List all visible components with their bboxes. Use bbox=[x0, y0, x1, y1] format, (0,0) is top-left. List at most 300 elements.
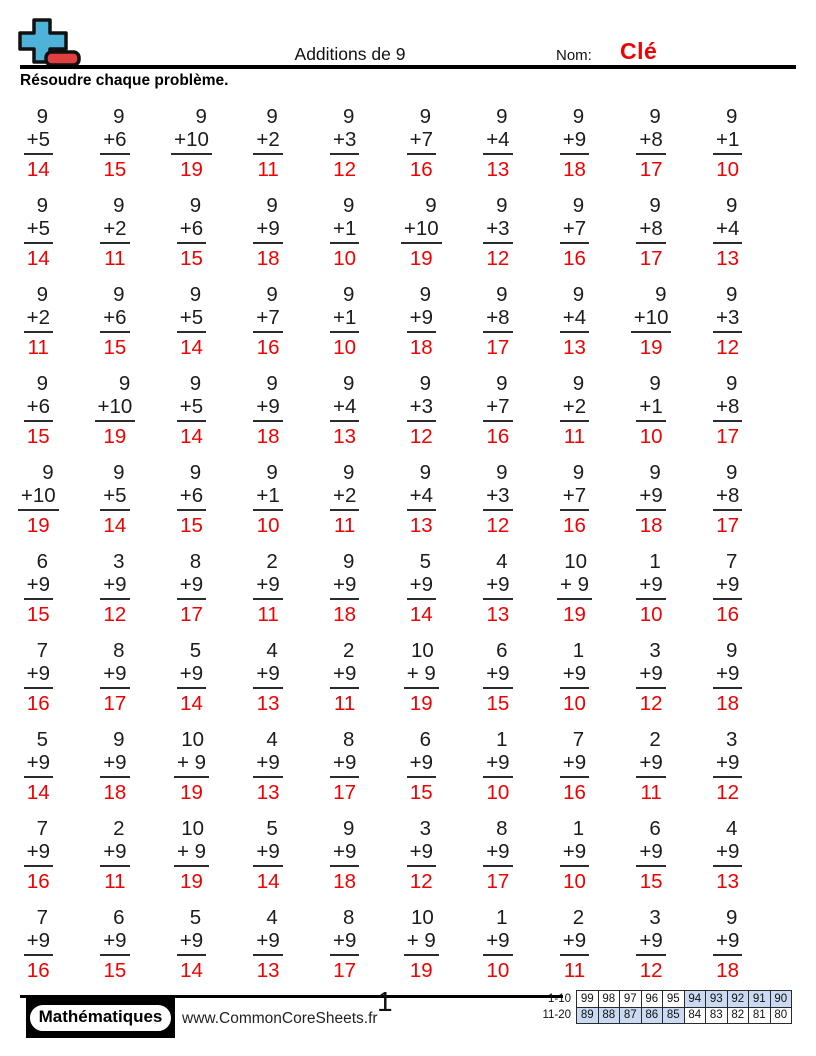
score-cell: 90 bbox=[770, 991, 792, 1008]
problem-addend: +9 bbox=[330, 751, 359, 778]
problem-addend: +6 bbox=[24, 395, 53, 422]
problem-addend: +9 bbox=[636, 573, 665, 600]
problems-grid bbox=[0, 100, 766, 990]
problem-addend: + 9 bbox=[404, 929, 439, 956]
problem-8-5 bbox=[330, 728, 359, 804]
problem-5-6 bbox=[407, 461, 436, 537]
problem-addend: +1 bbox=[253, 484, 282, 511]
problem-10-2 bbox=[100, 906, 129, 982]
problem-top-number: 10 bbox=[564, 550, 588, 573]
problem-answer: 15 bbox=[103, 158, 127, 181]
problem-4-3 bbox=[177, 372, 206, 448]
problem-top-number: 7 bbox=[725, 550, 738, 573]
problem-top-number: 9 bbox=[572, 461, 585, 484]
problem-7-6 bbox=[404, 639, 439, 715]
problem-addend: +7 bbox=[407, 128, 436, 155]
problem-answer: 14 bbox=[180, 336, 203, 359]
problem-2-9 bbox=[636, 194, 665, 270]
problem-answer: 19 bbox=[26, 514, 50, 537]
score-row-label: 11-20 bbox=[542, 1009, 571, 1022]
problem-10-3 bbox=[177, 906, 206, 982]
problem-addend: +9 bbox=[330, 840, 359, 867]
problem-answer: 16 bbox=[563, 247, 586, 270]
problem-answer: 16 bbox=[26, 692, 50, 715]
problem-top-number: 5 bbox=[266, 817, 278, 840]
problem-answer: 17 bbox=[486, 336, 510, 359]
problem-answer: 10 bbox=[639, 603, 663, 626]
problem-10-1 bbox=[24, 906, 53, 982]
score-table bbox=[542, 990, 792, 1024]
problem-answer: 13 bbox=[409, 514, 433, 537]
problem-answer: 12 bbox=[716, 336, 740, 359]
problem-addend: +9 bbox=[100, 662, 129, 689]
problem-answer: 12 bbox=[409, 870, 433, 893]
problem-answer: 18 bbox=[103, 781, 127, 804]
problem-addend: +2 bbox=[100, 217, 129, 244]
problem-addend: +6 bbox=[177, 484, 206, 511]
problem-addend: +9 bbox=[100, 751, 129, 778]
problem-addend: +10 bbox=[631, 306, 672, 333]
problem-addend: + 9 bbox=[557, 573, 592, 600]
problem-addend: +8 bbox=[713, 484, 742, 511]
problem-1-10 bbox=[713, 105, 742, 181]
problem-answer: 13 bbox=[716, 247, 740, 270]
problem-answer: 11 bbox=[563, 425, 586, 448]
problem-top-number: 9 bbox=[496, 105, 508, 128]
problem-addend: +3 bbox=[483, 484, 512, 511]
problem-answer: 19 bbox=[180, 781, 203, 804]
problem-2-10 bbox=[713, 194, 742, 270]
problem-answer: 11 bbox=[257, 603, 279, 626]
problem-addend: +9 bbox=[560, 929, 589, 956]
problem-3-1 bbox=[24, 283, 53, 359]
problem-answer: 17 bbox=[716, 425, 740, 448]
problem-10-10 bbox=[713, 906, 742, 982]
problem-top-number: 3 bbox=[113, 550, 125, 573]
problem-top-number: 6 bbox=[419, 728, 431, 751]
problem-answer: 11 bbox=[27, 336, 49, 359]
problem-answer: 19 bbox=[563, 603, 586, 626]
problem-answer: 10 bbox=[333, 336, 357, 359]
problem-answer: 14 bbox=[26, 781, 50, 804]
problem-answer: 14 bbox=[103, 514, 127, 537]
problem-addend: +9 bbox=[100, 573, 129, 600]
problem-top-number: 6 bbox=[36, 550, 48, 573]
problem-top-number: 8 bbox=[189, 550, 202, 573]
problem-addend: +1 bbox=[330, 217, 359, 244]
problem-top-number: 9 bbox=[496, 372, 508, 395]
instruction-text: Résoudre chaque problème. bbox=[20, 72, 229, 89]
score-cell: 80 bbox=[770, 1007, 792, 1024]
problem-answer: 19 bbox=[409, 247, 433, 270]
problem-addend: +6 bbox=[100, 306, 129, 333]
problem-top-number: 5 bbox=[36, 728, 48, 751]
problem-addend: +8 bbox=[483, 306, 512, 333]
problem-top-number: 9 bbox=[42, 461, 54, 484]
page-title: Additions de 9 bbox=[294, 44, 406, 64]
problem-1-6 bbox=[407, 105, 436, 181]
problem-top-number: 4 bbox=[266, 639, 278, 662]
problem-top-number: 7 bbox=[36, 639, 48, 662]
problem-addend: +8 bbox=[636, 217, 665, 244]
problem-top-number: 6 bbox=[649, 817, 661, 840]
problem-5-7 bbox=[483, 461, 512, 537]
problem-addend: +9 bbox=[713, 751, 742, 778]
problem-top-number: 4 bbox=[266, 728, 278, 751]
problem-answer: 12 bbox=[409, 425, 433, 448]
problem-8-3 bbox=[174, 728, 209, 804]
score-cell: 82 bbox=[727, 1007, 749, 1024]
problem-answer: 10 bbox=[486, 959, 510, 982]
problem-7-4 bbox=[253, 639, 282, 715]
score-cell: 84 bbox=[684, 1007, 706, 1024]
problem-answer: 18 bbox=[333, 870, 357, 893]
problem-10-8 bbox=[560, 906, 589, 982]
problem-top-number: 4 bbox=[725, 817, 738, 840]
problem-answer: 14 bbox=[26, 247, 50, 270]
score-cell: 91 bbox=[749, 991, 771, 1008]
problem-1-5 bbox=[330, 105, 359, 181]
problem-7-9 bbox=[636, 639, 665, 715]
problem-top-number: 3 bbox=[649, 639, 661, 662]
problem-top-number: 9 bbox=[572, 372, 585, 395]
problem-5-8 bbox=[560, 461, 589, 537]
problem-top-number: 9 bbox=[266, 461, 278, 484]
problem-answer: 16 bbox=[409, 158, 433, 181]
score-cell: 83 bbox=[706, 1007, 728, 1024]
score-row bbox=[542, 991, 791, 1008]
problem-answer: 17 bbox=[486, 870, 510, 893]
problem-9-6 bbox=[407, 817, 436, 893]
problem-top-number: 4 bbox=[266, 906, 278, 929]
problem-addend: +9 bbox=[636, 751, 665, 778]
problem-top-number: 9 bbox=[419, 283, 431, 306]
problem-9-1 bbox=[24, 817, 53, 893]
problem-8-2 bbox=[100, 728, 129, 804]
problem-top-number: 9 bbox=[655, 283, 667, 306]
problem-addend: + 9 bbox=[174, 840, 209, 867]
problem-top-number: 1 bbox=[496, 906, 508, 929]
problem-top-number: 9 bbox=[189, 372, 202, 395]
problem-top-number: 8 bbox=[113, 639, 125, 662]
problem-answer: 18 bbox=[716, 959, 740, 982]
problem-addend: +6 bbox=[177, 217, 206, 244]
problem-6-9 bbox=[636, 550, 665, 626]
problem-answer: 11 bbox=[334, 514, 356, 537]
problem-9-5 bbox=[330, 817, 359, 893]
problem-3-3 bbox=[177, 283, 206, 359]
problem-addend: +9 bbox=[560, 662, 589, 689]
score-cell: 85 bbox=[663, 1007, 685, 1024]
problem-answer: 16 bbox=[716, 603, 740, 626]
problem-top-number: 6 bbox=[496, 639, 508, 662]
problem-addend: +3 bbox=[483, 217, 512, 244]
problem-top-number: 9 bbox=[725, 283, 738, 306]
problem-2-8 bbox=[560, 194, 589, 270]
problem-top-number: 9 bbox=[725, 461, 738, 484]
score-row bbox=[542, 1007, 791, 1024]
score-cell: 96 bbox=[641, 991, 663, 1008]
problem-top-number: 9 bbox=[342, 461, 355, 484]
problem-4-7 bbox=[483, 372, 512, 448]
problem-addend: +9 bbox=[253, 929, 282, 956]
problem-addend: +9 bbox=[253, 573, 282, 600]
problem-answer: 12 bbox=[333, 158, 357, 181]
problem-answer: 16 bbox=[26, 959, 50, 982]
problem-answer: 17 bbox=[333, 959, 357, 982]
problem-addend: +9 bbox=[636, 840, 665, 867]
problem-1-7 bbox=[483, 105, 512, 181]
problem-answer: 19 bbox=[409, 692, 433, 715]
problem-answer: 14 bbox=[180, 425, 203, 448]
problem-answer: 17 bbox=[639, 247, 663, 270]
problem-addend: +4 bbox=[713, 217, 742, 244]
problem-answer: 17 bbox=[180, 603, 203, 626]
problem-10-9 bbox=[636, 906, 665, 982]
score-cell: 94 bbox=[684, 991, 706, 1008]
brand-badge: Mathématiques bbox=[27, 1002, 175, 1034]
problem-answer: 10 bbox=[486, 781, 510, 804]
problem-addend: +4 bbox=[407, 484, 436, 511]
problem-4-10 bbox=[713, 372, 742, 448]
problem-top-number: 9 bbox=[725, 194, 738, 217]
problem-7-5 bbox=[330, 639, 359, 715]
problem-top-number: 2 bbox=[113, 817, 125, 840]
problem-addend: +2 bbox=[560, 395, 589, 422]
score-cell: 87 bbox=[620, 1007, 642, 1024]
problem-top-number: 7 bbox=[36, 906, 48, 929]
problem-4-6 bbox=[407, 372, 436, 448]
problem-addend: +9 bbox=[560, 840, 589, 867]
problem-answer: 15 bbox=[180, 514, 203, 537]
problem-top-number: 9 bbox=[342, 283, 355, 306]
problem-answer: 13 bbox=[716, 870, 740, 893]
problem-addend: +9 bbox=[24, 840, 53, 867]
problem-7-7 bbox=[483, 639, 512, 715]
problem-top-number: 9 bbox=[266, 194, 278, 217]
problem-addend: +9 bbox=[560, 128, 589, 155]
problem-answer: 18 bbox=[716, 692, 740, 715]
problem-answer: 13 bbox=[256, 781, 280, 804]
problem-addend: +9 bbox=[713, 662, 742, 689]
problem-10-4 bbox=[253, 906, 282, 982]
problem-9-3 bbox=[174, 817, 209, 893]
problem-answer: 14 bbox=[256, 870, 280, 893]
problem-addend: +9 bbox=[330, 573, 359, 600]
problem-addend: +9 bbox=[253, 662, 282, 689]
problem-top-number: 1 bbox=[572, 639, 585, 662]
problem-3-9 bbox=[631, 283, 672, 359]
problem-addend: +9 bbox=[483, 840, 512, 867]
problem-1-3 bbox=[171, 105, 212, 181]
problem-addend: + 9 bbox=[174, 751, 209, 778]
problem-top-number: 1 bbox=[572, 817, 585, 840]
problem-top-number: 9 bbox=[113, 728, 125, 751]
problem-addend: +7 bbox=[560, 217, 589, 244]
problem-answer: 15 bbox=[103, 336, 127, 359]
problem-addend: +9 bbox=[177, 929, 206, 956]
score-cell: 95 bbox=[663, 991, 685, 1008]
score-table-body bbox=[542, 991, 791, 1024]
problem-2-4 bbox=[253, 194, 282, 270]
problem-top-number: 10 bbox=[181, 817, 205, 840]
problem-top-number: 9 bbox=[649, 461, 661, 484]
problem-answer: 15 bbox=[639, 870, 663, 893]
problem-1-8 bbox=[560, 105, 589, 181]
problem-top-number: 9 bbox=[195, 105, 207, 128]
problem-7-1 bbox=[24, 639, 53, 715]
problem-top-number: 9 bbox=[425, 194, 437, 217]
problem-addend: +9 bbox=[636, 929, 665, 956]
problem-answer: 13 bbox=[256, 692, 280, 715]
problem-addend: +7 bbox=[560, 484, 589, 511]
problem-top-number: 9 bbox=[266, 372, 278, 395]
problem-addend: +9 bbox=[713, 840, 742, 867]
problem-top-number: 9 bbox=[725, 105, 738, 128]
problem-answer: 12 bbox=[103, 603, 127, 626]
problem-addend: +9 bbox=[483, 751, 512, 778]
problem-top-number: 2 bbox=[342, 639, 355, 662]
problem-top-number: 6 bbox=[113, 906, 125, 929]
problem-top-number: 5 bbox=[419, 550, 431, 573]
brand-box bbox=[26, 997, 175, 1038]
problem-8-6 bbox=[407, 728, 436, 804]
problem-top-number: 9 bbox=[419, 372, 431, 395]
problem-answer: 18 bbox=[563, 158, 586, 181]
score-cell: 92 bbox=[727, 991, 749, 1008]
problem-addend: +9 bbox=[24, 662, 53, 689]
problem-answer: 18 bbox=[639, 514, 663, 537]
problem-answer: 10 bbox=[716, 158, 740, 181]
problem-9-7 bbox=[483, 817, 512, 893]
problem-answer: 10 bbox=[639, 425, 663, 448]
problem-9-9 bbox=[636, 817, 665, 893]
problem-answer: 14 bbox=[26, 158, 50, 181]
score-cell: 97 bbox=[620, 991, 642, 1008]
problem-2-5 bbox=[330, 194, 359, 270]
problem-answer: 11 bbox=[563, 959, 586, 982]
problem-addend: +9 bbox=[713, 929, 742, 956]
problem-top-number: 9 bbox=[113, 283, 125, 306]
problem-top-number: 9 bbox=[419, 105, 431, 128]
problem-addend: +9 bbox=[636, 662, 665, 689]
problem-5-2 bbox=[100, 461, 129, 537]
problem-top-number: 9 bbox=[342, 194, 355, 217]
problem-answer: 12 bbox=[716, 781, 740, 804]
problem-5-9 bbox=[636, 461, 665, 537]
score-cell: 98 bbox=[598, 991, 620, 1008]
problem-6-2 bbox=[100, 550, 129, 626]
problem-addend: +2 bbox=[24, 306, 53, 333]
problem-addend: +9 bbox=[560, 751, 589, 778]
problem-3-4 bbox=[253, 283, 282, 359]
problem-answer: 16 bbox=[563, 781, 586, 804]
problem-addend: + 9 bbox=[404, 662, 439, 689]
problem-addend: +9 bbox=[24, 929, 53, 956]
problem-top-number: 9 bbox=[113, 461, 125, 484]
problem-top-number: 2 bbox=[572, 906, 585, 929]
problem-addend: +8 bbox=[636, 128, 665, 155]
problem-answer: 17 bbox=[333, 781, 357, 804]
problem-4-8 bbox=[560, 372, 589, 448]
problem-2-3 bbox=[177, 194, 206, 270]
problem-top-number: 1 bbox=[649, 550, 661, 573]
problem-addend: +9 bbox=[483, 573, 512, 600]
problem-addend: +9 bbox=[636, 484, 665, 511]
problem-7-10 bbox=[713, 639, 742, 715]
problem-top-number: 5 bbox=[189, 639, 202, 662]
problem-top-number: 9 bbox=[342, 105, 355, 128]
problem-addend: +9 bbox=[253, 395, 282, 422]
problem-answer: 13 bbox=[256, 959, 280, 982]
problem-7-2 bbox=[100, 639, 129, 715]
problem-addend: +9 bbox=[713, 573, 742, 600]
problem-answer: 15 bbox=[409, 781, 433, 804]
problem-5-5 bbox=[330, 461, 359, 537]
problem-top-number: 9 bbox=[649, 105, 661, 128]
problem-6-4 bbox=[253, 550, 282, 626]
problem-5-10 bbox=[713, 461, 742, 537]
problem-1-9 bbox=[636, 105, 665, 181]
problem-answer: 18 bbox=[256, 425, 280, 448]
problem-addend: +1 bbox=[330, 306, 359, 333]
problem-addend: +9 bbox=[100, 929, 129, 956]
problem-top-number: 1 bbox=[496, 728, 508, 751]
problem-6-10 bbox=[713, 550, 742, 626]
problem-9-4 bbox=[253, 817, 282, 893]
problem-answer: 14 bbox=[409, 603, 433, 626]
problem-addend: +9 bbox=[253, 217, 282, 244]
problem-5-3 bbox=[177, 461, 206, 537]
problem-top-number: 9 bbox=[649, 372, 661, 395]
problem-1-1 bbox=[24, 105, 53, 181]
problem-5-4 bbox=[253, 461, 282, 537]
problem-addend: +3 bbox=[330, 128, 359, 155]
problem-answer: 16 bbox=[486, 425, 510, 448]
problem-addend: +5 bbox=[177, 306, 206, 333]
problem-6-5 bbox=[330, 550, 359, 626]
problem-8-8 bbox=[560, 728, 589, 804]
problem-4-4 bbox=[253, 372, 282, 448]
problem-top-number: 8 bbox=[496, 817, 508, 840]
name-value-key: Clé bbox=[620, 38, 658, 64]
problem-3-2 bbox=[100, 283, 129, 359]
problem-answer: 17 bbox=[639, 158, 663, 181]
problem-10-5 bbox=[330, 906, 359, 982]
problem-answer: 15 bbox=[180, 247, 203, 270]
problem-top-number: 7 bbox=[36, 817, 48, 840]
problem-4-9 bbox=[636, 372, 665, 448]
problem-addend: +5 bbox=[24, 128, 53, 155]
problem-2-2 bbox=[100, 194, 129, 270]
problem-6-3 bbox=[177, 550, 206, 626]
problem-answer: 17 bbox=[716, 514, 740, 537]
problem-top-number: 9 bbox=[496, 283, 508, 306]
problem-answer: 11 bbox=[640, 781, 662, 804]
problem-9-10 bbox=[713, 817, 742, 893]
problem-addend: +2 bbox=[253, 128, 282, 155]
problem-addend: +3 bbox=[713, 306, 742, 333]
problem-top-number: 9 bbox=[342, 817, 355, 840]
problem-top-number: 9 bbox=[189, 194, 202, 217]
problem-top-number: 9 bbox=[725, 372, 738, 395]
problem-top-number: 8 bbox=[342, 728, 355, 751]
problem-answer: 15 bbox=[26, 425, 50, 448]
problem-addend: +7 bbox=[253, 306, 282, 333]
problem-addend: +9 bbox=[177, 573, 206, 600]
problem-top-number: 8 bbox=[342, 906, 355, 929]
problem-answer: 18 bbox=[409, 336, 433, 359]
